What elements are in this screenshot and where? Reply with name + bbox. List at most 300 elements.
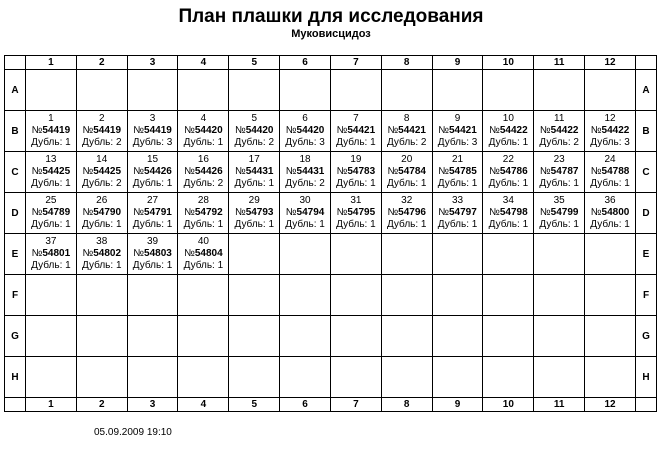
sample-id-line	[26, 166, 76, 178]
sample-id-line	[331, 166, 381, 178]
sample-id-line	[178, 207, 228, 219]
row-header-right: E	[636, 234, 657, 275]
duplicate-label: Дубль: 2	[81, 137, 122, 148]
plate-well	[178, 193, 229, 234]
sample-id: 54426	[194, 166, 223, 177]
sample-id: 54785	[449, 166, 477, 177]
duplicate-label: Дубль: 1	[132, 260, 173, 271]
plate-row	[5, 316, 657, 357]
plate-row	[5, 111, 657, 152]
empty-well	[534, 70, 585, 111]
sample-id-line	[77, 125, 127, 137]
row-header-left: B	[5, 111, 26, 152]
duplicate-label: Дубль: 1	[488, 219, 529, 230]
column-header-row-top	[5, 56, 657, 70]
column-header: 3	[127, 398, 178, 412]
sample-id-prefix: №	[438, 125, 449, 136]
empty-well	[381, 70, 432, 111]
sample-id-line	[128, 125, 178, 137]
well-number: 36	[604, 195, 616, 206]
well-number: 38	[96, 236, 108, 247]
sample-id-prefix: №	[285, 125, 297, 136]
column-header: 6	[280, 56, 331, 70]
sample-id: 54794	[296, 207, 325, 218]
sample-id: 54783	[347, 166, 376, 177]
empty-well	[585, 357, 636, 398]
sample-id-line	[77, 248, 127, 260]
sample-id-line	[26, 248, 76, 260]
sample-id-line	[382, 125, 432, 137]
sample-id-prefix: №	[387, 166, 399, 177]
sample-id-line	[433, 125, 483, 137]
sample-id-prefix: №	[387, 125, 399, 136]
empty-well	[178, 275, 229, 316]
sample-id-prefix: №	[133, 207, 145, 218]
sample-id-line	[26, 207, 76, 219]
sample-id-prefix: №	[590, 125, 602, 136]
sample-id-line	[77, 166, 127, 178]
row-header-right: C	[636, 152, 657, 193]
sample-id-line	[433, 166, 483, 178]
duplicate-label: Дубль: 2	[81, 178, 122, 189]
duplicate-label: Дубль: 1	[539, 178, 579, 189]
well-number: 10	[502, 113, 514, 124]
sample-id-line	[382, 207, 432, 219]
sample-id: 54419	[93, 125, 122, 136]
sample-id-prefix: №	[31, 166, 43, 177]
sample-id-prefix: №	[336, 166, 348, 177]
sample-id-line	[483, 166, 533, 178]
plate-well	[178, 234, 229, 275]
plate-row	[5, 193, 657, 234]
sample-id-prefix: №	[184, 166, 195, 177]
well-number: 28	[197, 195, 209, 206]
sample-id: 54419	[144, 125, 172, 136]
empty-well	[229, 316, 280, 357]
well-number: 5	[251, 113, 257, 124]
column-header: 5	[229, 398, 280, 412]
sample-id-prefix: №	[82, 125, 94, 136]
duplicate-label: Дубль: 1	[183, 219, 224, 230]
sample-id: 54425	[93, 166, 122, 177]
plate-well	[178, 111, 229, 152]
plate-well	[229, 111, 280, 152]
sample-id-line	[128, 248, 178, 260]
column-header: 1	[26, 56, 77, 70]
sample-id-line	[77, 207, 127, 219]
sample-id-line	[229, 207, 279, 219]
page-subtitle: Муковисцидоз	[291, 28, 371, 40]
plate-well	[280, 193, 331, 234]
sample-id: 54422	[601, 125, 630, 136]
duplicate-label: Дубль: 1	[31, 219, 71, 230]
plate-well	[76, 193, 127, 234]
row-header-left: F	[5, 275, 26, 316]
sample-id-line	[178, 166, 228, 178]
sample-id-line	[433, 207, 483, 219]
duplicate-label: Дубль: 1	[183, 137, 224, 148]
empty-well	[381, 357, 432, 398]
well-number: 17	[248, 154, 260, 165]
duplicate-label: Дубль: 1	[183, 260, 224, 271]
empty-well	[280, 234, 331, 275]
row-header-right: A	[636, 70, 657, 111]
empty-well	[432, 357, 483, 398]
sample-id: 54422	[499, 125, 528, 136]
sample-id: 54431	[245, 166, 274, 177]
sample-id: 54789	[42, 207, 71, 218]
sample-id-prefix: №	[336, 207, 348, 218]
sample-id-prefix: №	[489, 207, 500, 218]
page-title: План плашки для исследования	[178, 6, 484, 27]
empty-well	[26, 70, 77, 111]
plate-well	[432, 111, 483, 152]
duplicate-label: Дубль: 1	[386, 178, 427, 189]
sample-id-prefix: №	[539, 125, 551, 136]
sample-id-prefix: №	[590, 166, 602, 177]
duplicate-label: Дубль: 2	[285, 178, 325, 189]
well-number: 33	[451, 195, 464, 206]
sample-id: 54802	[93, 248, 122, 259]
row-header-left: E	[5, 234, 26, 275]
duplicate-label: Дубль: 1	[31, 260, 71, 271]
sample-id: 54801	[42, 248, 71, 259]
row-header-right: B	[636, 111, 657, 152]
column-header: 4	[178, 398, 229, 412]
empty-well	[330, 234, 381, 275]
sample-id: 54804	[194, 248, 223, 259]
empty-well	[330, 357, 381, 398]
duplicate-label: Дубль: 1	[132, 219, 173, 230]
sample-id-prefix: №	[31, 125, 43, 136]
well-number: 9	[454, 113, 461, 124]
plate-well	[26, 152, 77, 193]
plate-well	[127, 111, 178, 152]
sample-id-line	[534, 207, 584, 219]
well-number: 1	[48, 113, 54, 124]
corner-cell	[5, 56, 26, 70]
plate-row	[5, 70, 657, 111]
sample-id: 54422	[550, 125, 579, 136]
duplicate-label: Дубль: 1	[437, 219, 478, 230]
empty-well	[127, 275, 178, 316]
sample-id: 54421	[398, 125, 426, 136]
well-number: 11	[554, 113, 565, 124]
sample-id-line	[534, 166, 584, 178]
column-header: 8	[381, 56, 432, 70]
sample-id-line	[178, 248, 228, 260]
sample-id-prefix: №	[234, 166, 246, 177]
well-number: 7	[353, 113, 359, 124]
well-number: 13	[45, 154, 57, 165]
sample-id: 54786	[499, 166, 528, 177]
empty-well	[483, 234, 534, 275]
sample-id-line	[585, 166, 635, 178]
plate-row	[5, 275, 657, 316]
duplicate-label: Дубль: 1	[336, 137, 376, 148]
duplicate-label: Дубль: 1	[234, 219, 274, 230]
well-number: 12	[604, 113, 616, 124]
sample-id: 54791	[144, 207, 172, 218]
column-header: 10	[483, 56, 534, 70]
column-header: 2	[76, 56, 127, 70]
column-header: 9	[432, 398, 483, 412]
sample-id-prefix: №	[285, 166, 297, 177]
well-number: 23	[553, 154, 565, 165]
empty-well	[280, 70, 331, 111]
empty-well	[330, 316, 381, 357]
duplicate-label: Дубль: 1	[31, 137, 71, 148]
plate-row	[5, 152, 657, 193]
plate-well	[26, 234, 77, 275]
empty-well	[483, 275, 534, 316]
corner-cell	[5, 398, 26, 412]
plate-well	[534, 111, 585, 152]
plate-well	[280, 111, 331, 152]
plate-well	[76, 152, 127, 193]
empty-well	[127, 316, 178, 357]
duplicate-label: Дубль: 2	[183, 178, 224, 189]
plate-well	[76, 111, 127, 152]
sample-id-prefix: №	[184, 207, 195, 218]
duplicate-label: Дубль: 1	[285, 219, 325, 230]
duplicate-label: Дубль: 1	[539, 219, 579, 230]
plate-well	[26, 193, 77, 234]
well-number: 18	[299, 154, 311, 165]
duplicate-label: Дубль: 3	[437, 137, 478, 148]
well-number: 19	[350, 154, 362, 165]
sample-id-prefix: №	[31, 248, 43, 259]
empty-well	[280, 357, 331, 398]
column-header-row-bottom	[5, 398, 657, 412]
well-number: 39	[147, 236, 159, 247]
duplicate-label: Дубль: 1	[386, 219, 427, 230]
column-header: 3	[127, 56, 178, 70]
duplicate-label: Дубль: 2	[234, 137, 274, 148]
duplicate-label: Дубль: 1	[336, 178, 376, 189]
sample-id-line	[229, 166, 279, 178]
duplicate-label: Дубль: 1	[590, 219, 630, 230]
duplicate-label: Дубль: 2	[386, 137, 427, 148]
sample-id: 54431	[296, 166, 325, 177]
plate-well	[585, 111, 636, 152]
sample-id: 54419	[42, 125, 71, 136]
plate-row	[5, 357, 657, 398]
column-header: 7	[330, 398, 381, 412]
sample-id-prefix: №	[234, 125, 246, 136]
sample-id: 54793	[245, 207, 274, 218]
empty-well	[178, 316, 229, 357]
empty-well	[432, 234, 483, 275]
plate-well	[534, 152, 585, 193]
well-number: 30	[299, 195, 311, 206]
sample-id-prefix: №	[82, 166, 94, 177]
column-header: 12	[585, 56, 636, 70]
empty-well	[432, 316, 483, 357]
duplicate-label: Дубль: 1	[81, 219, 122, 230]
plate-well	[127, 234, 178, 275]
sample-id-prefix: №	[387, 207, 399, 218]
well-number: 3	[149, 113, 156, 124]
empty-well	[76, 70, 127, 111]
empty-well	[26, 275, 77, 316]
sample-id-prefix: №	[82, 207, 94, 218]
well-number: 22	[502, 154, 514, 165]
column-header: 11	[534, 398, 585, 412]
duplicate-label: Дубль: 1	[488, 178, 529, 189]
well-number: 21	[451, 154, 464, 165]
well-number: 25	[45, 195, 57, 206]
plate-well	[483, 111, 534, 152]
sample-id: 54421	[347, 125, 376, 136]
empty-well	[76, 275, 127, 316]
empty-well	[280, 275, 331, 316]
duplicate-label: Дубль: 1	[234, 178, 274, 189]
empty-well	[178, 70, 229, 111]
plate-row	[5, 234, 657, 275]
sample-id-prefix: №	[489, 166, 500, 177]
duplicate-label: Дубль: 1	[590, 178, 630, 189]
well-number: 8	[403, 113, 410, 124]
row-header-left: G	[5, 316, 26, 357]
empty-well	[76, 357, 127, 398]
empty-well	[26, 316, 77, 357]
duplicate-label: Дубль: 1	[132, 178, 173, 189]
well-number: 35	[553, 195, 565, 206]
duplicate-label: Дубль: 1	[336, 219, 376, 230]
duplicate-label: Дубль: 2	[539, 137, 579, 148]
well-number: 26	[96, 195, 108, 206]
plate-well	[127, 152, 178, 193]
sample-id: 54798	[499, 207, 528, 218]
duplicate-label: Дубль: 1	[31, 178, 71, 189]
column-header: 11	[534, 56, 585, 70]
empty-well	[483, 70, 534, 111]
sample-id: 54797	[449, 207, 477, 218]
column-header: 10	[483, 398, 534, 412]
sample-id-line	[280, 166, 330, 178]
column-header: 4	[178, 56, 229, 70]
sample-id: 54425	[42, 166, 71, 177]
empty-well	[26, 357, 77, 398]
sample-id: 54799	[550, 207, 579, 218]
plate-well	[26, 111, 77, 152]
sample-id: 54795	[347, 207, 376, 218]
duplicate-label: Дубль: 1	[488, 137, 529, 148]
sample-id-line	[483, 125, 533, 137]
well-number: 16	[197, 154, 209, 165]
empty-well	[381, 234, 432, 275]
well-number: 37	[45, 236, 57, 247]
empty-well	[229, 70, 280, 111]
sample-id-prefix: №	[133, 125, 145, 136]
sample-id-line	[585, 207, 635, 219]
sample-id-line	[280, 207, 330, 219]
sample-id: 54792	[194, 207, 223, 218]
well-number: 6	[302, 113, 308, 124]
empty-well	[229, 357, 280, 398]
sample-id-line	[26, 125, 76, 137]
row-header-left: C	[5, 152, 26, 193]
duplicate-label: Дубль: 3	[590, 137, 630, 148]
column-header: 7	[330, 56, 381, 70]
empty-well	[483, 357, 534, 398]
empty-well	[432, 275, 483, 316]
well-number: 4	[200, 113, 207, 124]
empty-well	[585, 70, 636, 111]
sample-id-line	[585, 125, 635, 137]
sample-id-line	[128, 207, 178, 219]
empty-well	[330, 70, 381, 111]
plate-well	[229, 193, 280, 234]
empty-well	[585, 234, 636, 275]
sample-id-prefix: №	[234, 207, 246, 218]
column-header: 8	[381, 398, 432, 412]
well-number: 34	[502, 195, 514, 206]
sample-id: 54790	[93, 207, 122, 218]
row-header-left: H	[5, 357, 26, 398]
plate-well	[330, 193, 381, 234]
duplicate-label: Дубль: 3	[132, 137, 173, 148]
plate-well	[178, 152, 229, 193]
empty-well	[381, 275, 432, 316]
plate-well	[534, 193, 585, 234]
column-header: 5	[229, 56, 280, 70]
plate-well	[229, 152, 280, 193]
plate-well	[432, 152, 483, 193]
well-number: 32	[401, 195, 413, 206]
empty-well	[534, 234, 585, 275]
sample-id-prefix: №	[336, 125, 348, 136]
row-header-left: D	[5, 193, 26, 234]
empty-well	[534, 357, 585, 398]
sample-id: 54800	[601, 207, 630, 218]
empty-well	[229, 234, 280, 275]
sample-id: 54420	[245, 125, 274, 136]
well-number: 2	[98, 113, 105, 124]
row-header-left: A	[5, 70, 26, 111]
well-number: 29	[248, 195, 260, 206]
sample-id-prefix: №	[184, 248, 195, 259]
sample-id: 54421	[449, 125, 477, 136]
well-number: 31	[350, 195, 362, 206]
sample-id-line	[128, 166, 178, 178]
empty-well	[381, 316, 432, 357]
plate-well	[432, 193, 483, 234]
empty-well	[178, 357, 229, 398]
sample-id: 54796	[398, 207, 426, 218]
well-number: 40	[197, 236, 209, 247]
corner-cell	[636, 56, 657, 70]
plate-well	[330, 152, 381, 193]
sample-id-prefix: №	[82, 248, 94, 259]
sample-id-prefix: №	[539, 207, 551, 218]
sample-id-prefix: №	[539, 166, 551, 177]
well-number: 14	[96, 154, 108, 165]
plate-well	[330, 111, 381, 152]
sample-id-prefix: №	[438, 207, 449, 218]
sample-id: 54787	[550, 166, 579, 177]
empty-well	[534, 316, 585, 357]
row-header-right: H	[636, 357, 657, 398]
column-header: 9	[432, 56, 483, 70]
plate-well	[381, 152, 432, 193]
duplicate-label: Дубль: 3	[285, 137, 325, 148]
sample-id: 54420	[194, 125, 223, 136]
well-number: 20	[401, 154, 413, 165]
sample-id-line	[178, 125, 228, 137]
sample-id: 54803	[144, 248, 172, 259]
